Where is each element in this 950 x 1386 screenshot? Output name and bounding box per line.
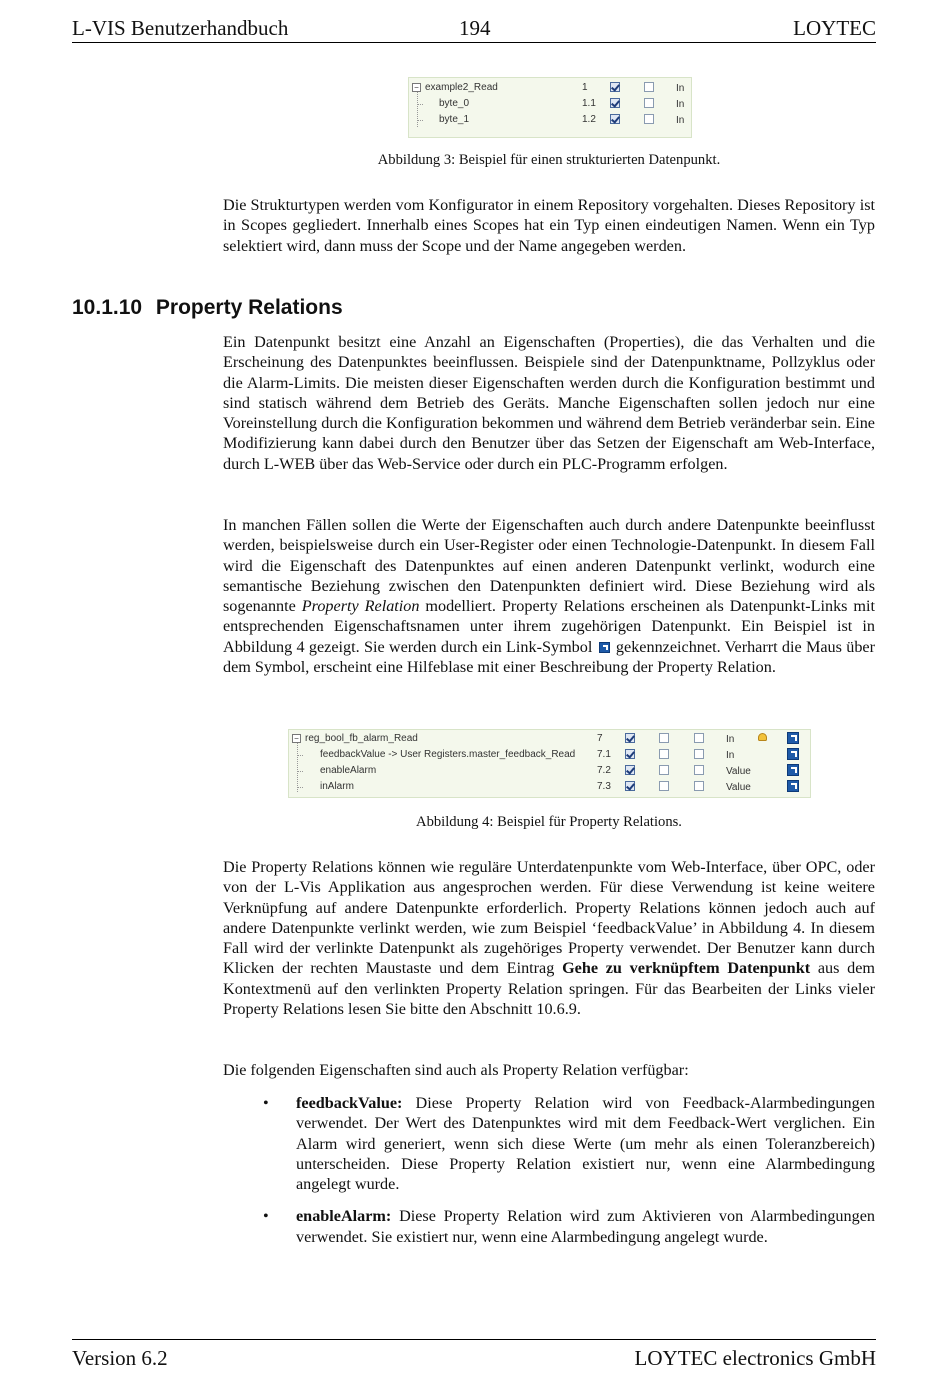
checkbox[interactable] — [644, 114, 654, 124]
property-description: Diese Property Relation wird zum Aktivieren von Alarmbedingungen verwendet. Sie existiert nur, wenn eine Alarmbedingung angelegt wurde. — [296, 1207, 875, 1246]
datapoint-name: example2_Read — [425, 82, 498, 93]
checkbox[interactable] — [694, 733, 704, 743]
alarm-bell-icon — [757, 732, 768, 743]
text-run: Die Property Relations können wie reguläre Unterdatenpunkte vom Web-Interface, über OPC, oder von der L-Vis Applikation aus angesprochen werden. Für diese Verwendung ist keine weitere Verknüpfung auf andere Datenpunkte erforderlich. Property Relations können jedoch auch auf andere Datenpunkte verlinkt werden, wie zum Beispiel ‘feedbackValue’ in Abbildung 4. In diesem Fall wird der verlinkte Datenpunkt als zugehöriges Property verwendet. Der Benutzer kann durch Klicken der rechten Maustaste und dem Eintrag — [223, 858, 875, 978]
paragraph: Die Strukturtypen werden vom Konfigurator in einem Repository vorgehalten. Dieses Repository ist in Scopes gegliedert. Innerhalb eines Scopes hat ein Typ einen eindeutigen Namen. Wenn ein Typ selektiert wird, dann muss der Scope und der Name angegeben werden. — [223, 196, 875, 255]
paragraph: Die folgenden Eigenschaften sind auch als Property Relation verfügbar: — [223, 1061, 689, 1079]
property-term: enableAlarm: — [296, 1207, 392, 1226]
section-number: 10.1.10 — [72, 296, 143, 319]
page-number: 194 — [459, 16, 491, 40]
checkbox[interactable] — [694, 749, 704, 759]
paragraph — [223, 857, 875, 1019]
collapse-icon[interactable]: − — [292, 734, 301, 743]
checkbox-checked[interactable] — [625, 749, 635, 759]
property-term: feedbackValue: — [296, 1094, 403, 1112]
text-run: modelliert. Property Relations erscheinen als Datenpunkt-Links mit entsprechenden Eigenschaftsnamen unter ihrem zugehörigen Datenpunkt. Ein Beispiel ist in Abbildung 4 gezeigt. Sie werden durch ein Link-Symbol — [223, 597, 875, 656]
link-icon[interactable] — [787, 732, 799, 744]
datapoint-index: 1.1 — [582, 98, 596, 109]
checkbox[interactable] — [659, 781, 669, 791]
menu-entry-bold: Gehe zu verknüpftem Datenpunkt — [562, 959, 811, 978]
checkbox-checked[interactable] — [610, 114, 620, 124]
page-footer — [72, 1339, 876, 1376]
figure4-property-relations — [288, 729, 811, 798]
datapoint-direction: Value — [726, 782, 751, 793]
checkbox[interactable] — [694, 765, 704, 775]
property-relation-name: enableAlarm — [320, 765, 377, 776]
term-italic: Property Relation — [301, 597, 420, 616]
datapoint-index: 7.2 — [597, 765, 611, 776]
figure4-caption: Abbildung 4: Beispiel für Property Relations. — [416, 814, 682, 830]
checkbox-checked[interactable] — [625, 733, 635, 743]
link-icon[interactable] — [787, 764, 799, 776]
figure3-caption: Abbildung 3: Beispiel für einen strukturierten Datenpunkt. — [377, 152, 721, 168]
tree-row[interactable] — [289, 747, 810, 763]
checkbox[interactable] — [659, 733, 669, 743]
paragraph: Ein Datenpunkt besitzt eine Anzahl an Eigenschaften (Properties), die das Verhalten und die Erscheinung des Datenpunktes beeinflussen. Beispiele sind der Datenpunktname, Pollzyklus oder die Alarm-Limits. Die meisten dieser Eigenschaften werden durch die Konfiguration bestimmt und sind statisch während dem Betrieb des Geräts. Manche Eigenschaften sollen jedoch nur eine Voreinstellung durch die Konfiguration bekommen und während dem Betrieb veränderbar sein. Eine Modifizierung kann dabei durch den Benutzer über das Setzen der Eigenschaft am Web-Interface, durch L-WEB über das Web-Service oder durch ein PLC-Programm erfolgen. — [223, 333, 875, 473]
checkbox[interactable] — [644, 82, 654, 92]
tree-row[interactable] — [409, 96, 691, 112]
checkbox[interactable] — [659, 749, 669, 759]
text-run: gekennzeichnet. Verharrt die Maus über dem Symbol, erscheint eine Hilfeblase mit einer Beschreibung der Property Relation. — [223, 637, 875, 677]
datapoint-index: 7.3 — [597, 781, 611, 792]
paragraph — [223, 515, 875, 677]
checkbox-checked[interactable] — [625, 765, 635, 775]
tree-row[interactable] — [289, 779, 810, 795]
list-item — [223, 1206, 875, 1247]
footer-company: LOYTEC electronics GmbH — [634, 1346, 876, 1370]
tree-row[interactable] — [409, 80, 691, 96]
figure3-datapoint-tree — [408, 77, 692, 138]
checkbox-checked[interactable] — [610, 82, 620, 92]
text-run: In manchen Fällen sollen die Werte der Eigenschaften auch durch andere Datenpunkte beeinflusst werden, beispielsweise durch ein User-Register oder einen Technologie-Datenpunkt. In diesem Fall wird die Eigenschaft des Datenpunktes auf einen anderen Datenpunkt verlinkt, wodurch eine semantische Beziehung zwischen den Datenpunkten definiert wird. Diese Beziehung wird als sogenannte — [223, 516, 875, 616]
datapoint-index: 1.2 — [582, 114, 596, 125]
collapse-icon[interactable]: − — [412, 83, 421, 92]
datapoint-name: byte_1 — [439, 114, 470, 125]
list-item — [223, 1093, 875, 1194]
footer-version: Version 6.2 — [72, 1346, 168, 1370]
link-icon[interactable] — [787, 780, 799, 792]
datapoint-direction: In — [726, 750, 735, 761]
property-description: Diese Property Relation wird von Feedback-Alarmbedingungen verwendet. Der Wert des Datenpunktes wird mit dem Feedback-Wert verglichen. Ein Alarm wird generiert, wenn sich diese Werte (um mehr als einen Toleranzbereich) unterscheiden. Diese Property Relation existiert nur, wenn eine Alarmbedingung angelegt wurde. — [296, 1094, 875, 1194]
checkbox[interactable] — [659, 765, 669, 775]
property-relation-name: inAlarm — [320, 781, 354, 792]
section-title: Property Relations — [155, 296, 343, 319]
datapoint-name: reg_bool_fb_alarm_Read — [305, 733, 418, 744]
datapoint-direction: In — [726, 734, 735, 745]
checkbox-checked[interactable] — [610, 98, 620, 108]
checkbox-checked[interactable] — [625, 781, 635, 791]
header-company: LOYTEC — [793, 16, 876, 40]
tree-row[interactable] — [289, 731, 810, 747]
datapoint-direction: In — [676, 115, 685, 126]
checkbox[interactable] — [644, 98, 654, 108]
datapoint-direction: In — [676, 99, 685, 110]
tree-row[interactable] — [289, 763, 810, 779]
text-run: aus dem Kontextmenü auf den verlinkten Property Relation springen. Für das Bearbeiten der Links vieler Property Relations lesen Sie bitte den Abschnitt 10.6.9. — [223, 959, 875, 1019]
datapoint-index: 7 — [597, 733, 603, 744]
datapoint-direction: Value — [726, 766, 751, 777]
datapoint-direction: In — [676, 83, 685, 94]
page-header — [72, 14, 876, 43]
property-list — [223, 1093, 875, 1259]
datapoint-name: byte_0 — [439, 98, 470, 109]
datapoint-index: 1 — [582, 82, 588, 93]
tree-row[interactable] — [409, 112, 691, 128]
header-title: L-VIS Benutzerhandbuch — [72, 16, 289, 40]
link-icon[interactable] — [787, 748, 799, 760]
link-icon — [599, 642, 610, 653]
checkbox[interactable] — [694, 781, 704, 791]
datapoint-index: 7.1 — [597, 749, 611, 760]
property-relation-name: feedbackValue -> User Registers.master_feedback_Read — [320, 749, 576, 760]
section-heading — [72, 296, 343, 320]
